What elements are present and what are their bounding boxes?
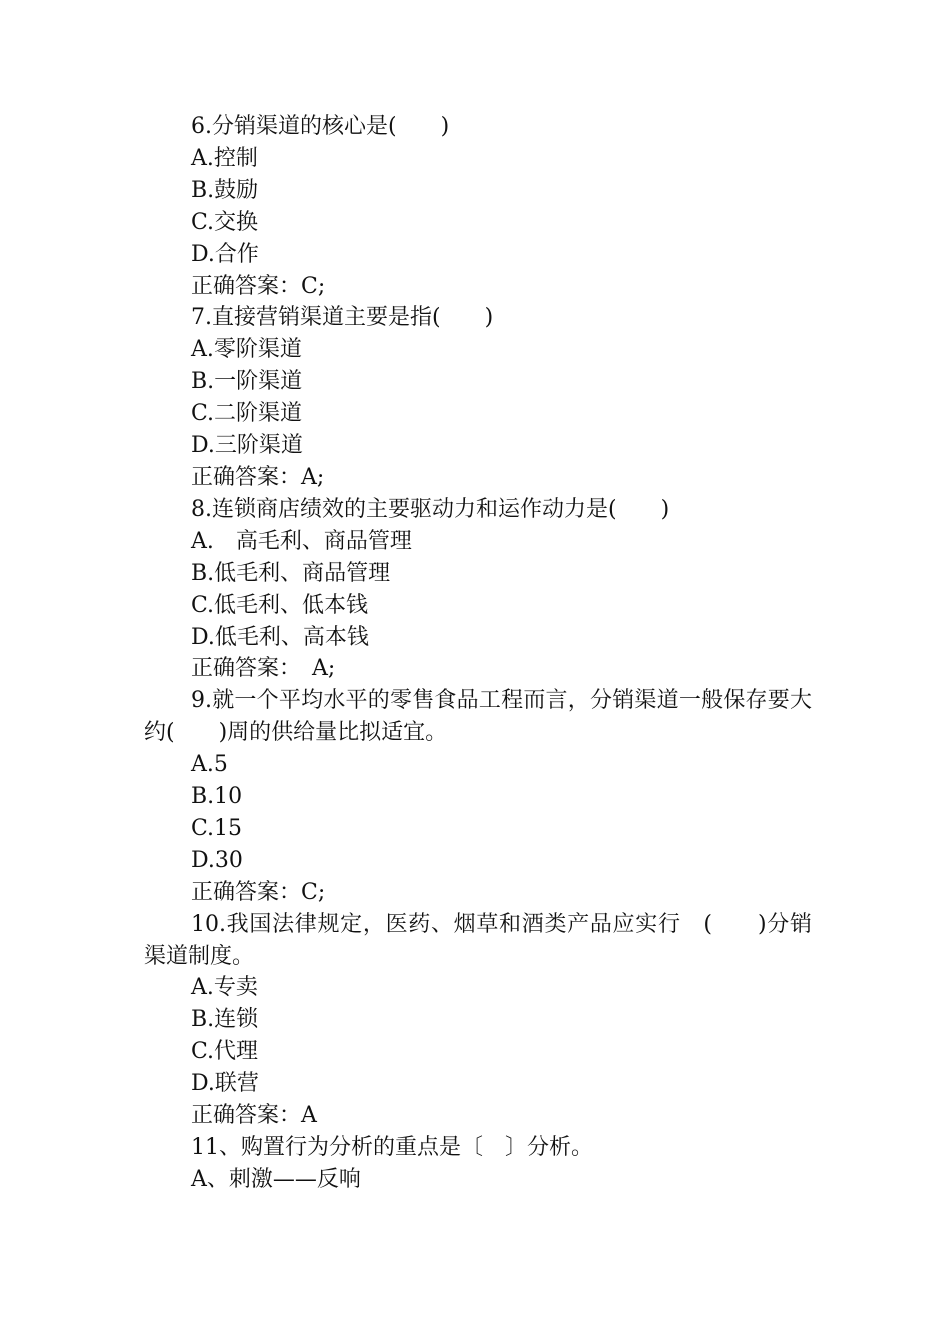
question-stem: 10.我国法律规定，医药、烟草和酒类产品应实行 ( )分销渠道制度。 — [144, 911, 812, 969]
question-stem: 11、购置行为分析的重点是〔 〕分析。 — [191, 1135, 593, 1160]
option-b: B.鼓励 — [191, 177, 259, 203]
option-c: C.代理 — [191, 1039, 259, 1065]
question-stem: 8.连锁商店绩效的主要驱动力和运作动力是( ) — [191, 496, 670, 522]
option-d: D.30 — [191, 847, 243, 873]
question-stem: 7.直接营销渠道主要是指( ) — [191, 305, 494, 331]
correct-answer: 正确答案： A; — [191, 656, 336, 682]
option-d: D.联营 — [191, 1071, 259, 1097]
question-stem: 9.就一个平均水平的零售食品工程而言，分销渠道一般保存要大约( )周的供给量比拟适宜。 — [144, 688, 812, 746]
correct-answer: 正确答案：A — [191, 1103, 317, 1129]
option-d: D.低毛利、高本钱 — [191, 624, 369, 650]
question-8 — [144, 494, 812, 685]
option-b: B.一阶渠道 — [191, 369, 303, 395]
option-b: B.低毛利、商品管理 — [191, 560, 391, 586]
question-10 — [144, 909, 812, 1132]
correct-answer: 正确答案：C; — [191, 879, 326, 905]
option-a: A.零阶渠道 — [191, 337, 302, 363]
question-11 — [144, 1132, 812, 1196]
question-stem: 6.分销渠道的核心是( ) — [191, 114, 450, 139]
option-a: A. 高毛利、商品管理 — [191, 528, 412, 554]
option-a: A、刺激——反响 — [191, 1166, 361, 1192]
option-d: D.三阶渠道 — [191, 433, 303, 459]
option-c: C.二阶渠道 — [191, 401, 303, 427]
correct-answer: 正确答案：C; — [191, 273, 326, 299]
question-7 — [144, 302, 812, 493]
option-a: A.控制 — [191, 145, 258, 171]
option-a: A.5 — [191, 752, 228, 778]
option-d: D.合作 — [191, 241, 259, 267]
question-6 — [144, 111, 812, 302]
correct-answer: 正确答案：A; — [191, 464, 325, 490]
option-b: B.10 — [191, 784, 243, 810]
question-list — [144, 111, 812, 1196]
option-c: C.低毛利、低本钱 — [191, 592, 369, 618]
option-c: C.15 — [191, 815, 243, 841]
option-a: A.专卖 — [191, 975, 258, 1001]
option-c: C.交换 — [191, 209, 259, 235]
option-b: B.连锁 — [191, 1007, 259, 1033]
question-9 — [144, 685, 812, 908]
